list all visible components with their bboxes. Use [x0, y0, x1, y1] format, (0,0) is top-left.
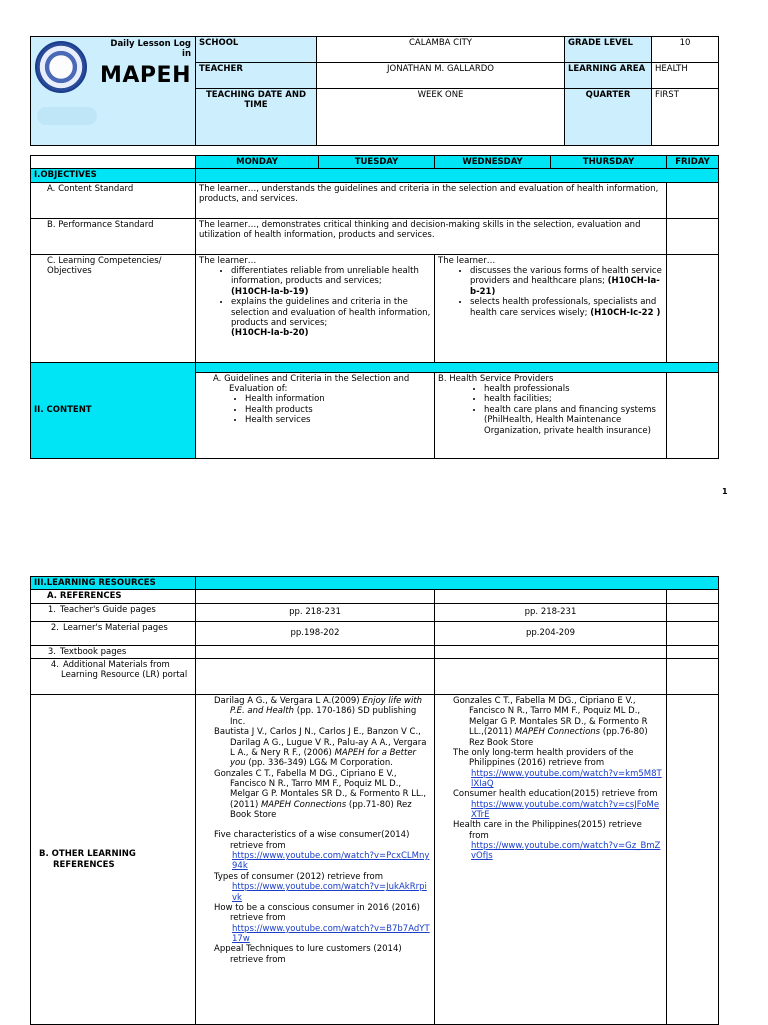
- quarter-label: QUARTER: [565, 88, 652, 145]
- competency-text: selects health professionals, specialists and health care services wisely;: [470, 297, 657, 318]
- date-value: WEEK ONE: [317, 88, 565, 145]
- empty-cell: [435, 645, 667, 658]
- day-tuesday: TUESDAY: [319, 156, 435, 169]
- friday-cell: [667, 218, 719, 254]
- grade-value: 10: [652, 37, 719, 63]
- tg-right: pp. 218-231: [435, 603, 667, 621]
- reference-link[interactable]: https://www.youtube.com/watch?v=Gz_BmZvOfJs: [471, 841, 661, 862]
- title-block: [31, 37, 196, 146]
- reference-entry: Darilag A G., & Vergara L A.(2009) Enjoy life with P.E. and Health (pp. 170-186) SD publishing Inc.: [214, 696, 423, 727]
- quarter-value: FIRST: [652, 88, 719, 145]
- day-thursday: THURSDAY: [551, 156, 667, 169]
- competency-intro: The learner…: [438, 255, 496, 266]
- reference-entry: Five characteristics of a wise consumer(2014) retrieve from: [214, 830, 410, 851]
- school-value: CALAMBA CITY: [317, 37, 565, 63]
- tg-label-cell: 1. Teacher's Guide pages: [31, 603, 196, 621]
- friday-cell: [667, 695, 719, 1025]
- competency-text: differentiates reliable from unreliable health information, products and services;: [231, 266, 419, 287]
- content-left-item: • Health services: [245, 415, 431, 425]
- header-table: [30, 36, 719, 146]
- school-label: SCHOOL: [196, 37, 317, 63]
- lm-label: Learner's Material pages: [63, 622, 168, 633]
- competency-text: discusses the various forms of health service providers and healthcare plans;: [470, 266, 662, 287]
- reference-entry: Gonzales C T., Fabella M DG., Cipriano E V., Fancisco N R., Tarro MM F., Poquiz ML D., Melgar G P. Montales SR D., & Formento R LL.,(2011) MAPEH Connections (pp.76-80) Rez Book Store: [453, 696, 648, 748]
- area-label: LEARNING AREA: [565, 62, 652, 88]
- competency-code: (H10CH-Ic-22 ): [590, 307, 661, 318]
- reference-entry: Appeal Techniques to lure customers (2014) retrieve from: [214, 944, 402, 965]
- content-left-item: • Health products: [245, 405, 431, 415]
- friday-cell: [667, 254, 719, 362]
- content-title: II. CONTENT: [31, 362, 196, 458]
- content-right-item: • health professionals: [484, 384, 663, 394]
- tb-label-cell: 3. Textbook pages: [31, 645, 196, 658]
- resources-band: [196, 577, 719, 590]
- reference-link[interactable]: https://www.youtube.com/watch?v=csJFoMeXTrE: [471, 799, 660, 821]
- tb-label: Textbook pages: [60, 646, 127, 657]
- competencies-label: C. Learning Competencies/ Objectives: [31, 254, 196, 362]
- daily-lesson-log-title: Daily Lesson Log in: [110, 39, 191, 60]
- empty-cell: [667, 645, 719, 658]
- content-standard-text: The learner…, understands the guidelines and criteria in the selection and evaluation of health information, products, and services.: [196, 182, 667, 218]
- subject-title: MAPEH: [100, 63, 191, 88]
- am-label: Additional Materials from Learning Resource (LR) portal: [61, 660, 188, 681]
- objectives-title: I.OBJECTIVES: [31, 169, 196, 182]
- reference-entry: The only long-term health providers of the Philippines (2016) retrieve from: [453, 747, 634, 769]
- competency-item: [470, 297, 663, 318]
- content-right: [435, 372, 667, 458]
- reference-entry: Health care in the Philippines(2015) retrieve from: [453, 820, 642, 841]
- day-wednesday: WEDNESDAY: [435, 156, 551, 169]
- corner-cell: [31, 156, 196, 169]
- other-references-left: [196, 695, 435, 1025]
- empty-cell: [435, 659, 667, 695]
- am-label-cell: 4. Additional Materials from Learning Resource (LR) portal: [31, 659, 196, 695]
- reference-entry: How to be a conscious consumer in 2016 (2016) retrieve from: [214, 902, 420, 924]
- other-references-label: B. OTHER LEARNING REFERENCES: [31, 695, 196, 1025]
- empty-cell: [196, 590, 435, 603]
- competency-item: [231, 297, 431, 338]
- date-label: TEACHING DATE AND TIME: [196, 88, 317, 145]
- empty-cell: [435, 590, 667, 603]
- page-number: 1: [722, 487, 728, 496]
- competencies-right: [435, 254, 667, 362]
- reference-link[interactable]: https://www.youtube.com/watch?v=km5M8TlXIaQ: [471, 768, 662, 789]
- reference-link[interactable]: https://www.youtube.com/watch?v=JukAkRrpivk: [232, 882, 427, 903]
- area-value: HEALTH: [652, 62, 719, 88]
- content-right-item: • health facilities;: [484, 394, 663, 404]
- deped-seal-logo: [35, 41, 87, 93]
- performance-standard-label: B. Performance Standard: [31, 218, 196, 254]
- competency-text: explains the guidelines and criteria in the selection and evaluation of health information, products and services;: [231, 297, 431, 328]
- competency-code: (H10CH-Ia-b-21): [470, 276, 660, 297]
- content-right-item: • health care plans and financing systems (PhilHealth, Health Maintenance Organization, private health insurance): [484, 405, 663, 436]
- empty-cell: [667, 659, 719, 695]
- reference-entry: Gonzales C T., Fabella M DG., Cipriano E V., Fancisco N R., Tarro MM F., Poquiz ML D., Melgar G P. Montales SR D., & Formento R LL.,(2011) MAPEH Connections (pp.71-80) Rez Book Store: [214, 768, 427, 821]
- content-left-heading: A. Guidelines and Criteria in the Selection and Evaluation of:: [213, 373, 410, 395]
- empty-cell: [196, 659, 435, 695]
- empty-cell: [667, 603, 719, 621]
- empty-cell: [667, 621, 719, 645]
- resources-title: III.LEARNING RESOURCES: [31, 577, 196, 590]
- performance-standard-text: The learner…, demonstrates critical thinking and decision-making skills in the selection, evaluation and utilization of health information, products and services.: [196, 218, 667, 254]
- friday-cell: [667, 372, 719, 458]
- teacher-label: TEACHER: [196, 62, 317, 88]
- tg-left: pp. 218-231: [196, 603, 435, 621]
- lm-right: pp.204-209: [435, 621, 667, 645]
- day-monday: MONDAY: [196, 156, 319, 169]
- objectives-table: [30, 155, 719, 459]
- lm-left: pp.198-202: [196, 621, 435, 645]
- tg-label: Teacher's Guide pages: [60, 604, 156, 615]
- other-references-right: [435, 695, 667, 1025]
- reference-entry: Bautista J V., Carlos J N., Carlos J E., Banzon V C., Darilag A G., Lugue V R., Palu-ay A A., Vergara L A., & Nery R F., (2006) MAPEH for a Better you (pp. 336-349) LG& M Corporation.: [214, 727, 427, 769]
- objectives-band: [196, 169, 719, 182]
- content-right-heading: B. Health Service Providers: [438, 373, 554, 384]
- content-left-item: • Health information: [245, 394, 431, 404]
- reference-entry: Types of consumer (2012) retrieve from: [214, 871, 383, 882]
- day-friday: FRIDAY: [667, 156, 719, 169]
- teacher-value: JONATHAN M. GALLARDO: [317, 62, 565, 88]
- competency-code: (H10CH-Ia-b-20): [231, 328, 309, 339]
- empty-cell: [667, 590, 719, 603]
- resources-table: [30, 576, 719, 1025]
- grade-label: GRADE LEVEL: [565, 37, 652, 63]
- references-label: A. REFERENCES: [31, 590, 196, 603]
- competency-intro: The learner…: [199, 255, 257, 266]
- reference-link[interactable]: https://www.youtube.com/watch?v=B7b7AdYT17w: [232, 923, 430, 944]
- competency-item: [470, 266, 663, 297]
- reference-link[interactable]: https://www.youtube.com/watch?v=PcxCLMny94k: [232, 851, 430, 872]
- content-left: [196, 372, 435, 458]
- lm-label-cell: 2. Learner's Material pages: [31, 621, 196, 645]
- reference-entry: Consumer health education(2015) retrieve from: [453, 789, 658, 800]
- content-band: [196, 362, 719, 372]
- blurred-mark: [37, 107, 97, 125]
- friday-cell: [667, 182, 719, 218]
- competencies-left: [196, 254, 435, 362]
- competency-item: [231, 266, 431, 297]
- empty-cell: [196, 645, 435, 658]
- competency-code: (H10CH-Ia-b-19): [231, 286, 309, 297]
- content-standard-label: A. Content Standard: [31, 182, 196, 218]
